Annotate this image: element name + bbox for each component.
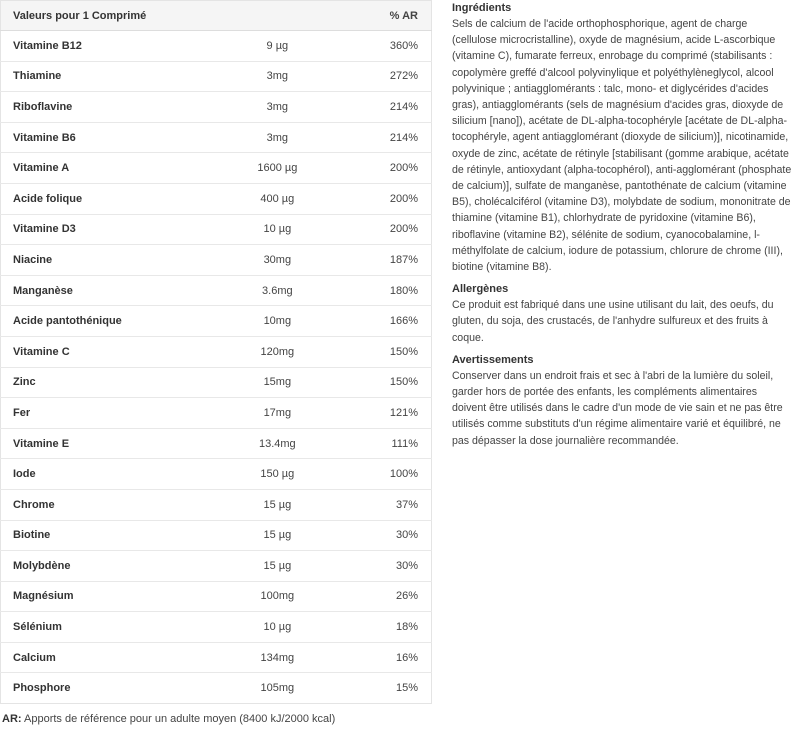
table-row xyxy=(1,398,432,429)
allergens-title: Allergènes xyxy=(452,283,509,296)
table-row xyxy=(1,642,432,673)
nutrient-quantity: 30mg xyxy=(220,245,336,276)
nutrient-quantity: 13.4mg xyxy=(220,428,336,459)
nutrient-quantity: 15 µg xyxy=(220,551,336,582)
nutrient-quantity: 105mg xyxy=(260,682,295,695)
nutrient-name: Vitamine E xyxy=(1,428,220,459)
table-row xyxy=(1,520,432,551)
nutrient-quantity: 120mg xyxy=(220,336,336,367)
table-row xyxy=(1,183,432,214)
table-row xyxy=(1,428,432,459)
nutrient-quantity: 9 µg xyxy=(220,31,336,62)
nutrient-name: Calcium xyxy=(1,642,220,673)
nutrient-percent: 30% xyxy=(335,520,431,551)
warnings-text: Conserver dans un endroit frais et sec à l'abri de la lumière du soleil, garder hors de portée des enfants, les compléments alimentaires doivent être utilisés dans le cadre d'un mode de vie sain et ne pas être utilisés comme substituts d'un régime alimentaire varié et équilibré, ne pas dépasser la dose journalière recommandée. xyxy=(452,369,783,447)
allergens-section xyxy=(452,281,792,346)
table-row xyxy=(1,367,432,398)
nutrient-percent: 166% xyxy=(335,306,431,337)
nutrient-quantity: 15mg xyxy=(220,367,336,398)
nutrient-name: Biotine xyxy=(1,520,220,551)
nutrient-name: Sélénium xyxy=(1,612,220,643)
nutrient-name: Manganèse xyxy=(1,275,220,306)
nutrient-percent: 15% xyxy=(395,682,418,695)
nutrient-percent: 200% xyxy=(335,153,431,184)
nutrient-name: Vitamine A xyxy=(1,153,220,184)
header-row xyxy=(1,1,432,31)
product-info xyxy=(452,0,792,449)
nutrient-quantity: 10 µg xyxy=(220,214,336,245)
nutrient-percent: 200% xyxy=(335,183,431,214)
nutrient-name: Acide pantothénique xyxy=(1,306,220,337)
nutrient-percent: 150% xyxy=(335,336,431,367)
nutrient-percent: 18% xyxy=(335,612,431,643)
nutrient-percent: 150% xyxy=(335,367,431,398)
footnote-text: Apports de référence pour un adulte moyen (8400 kJ/2000 kcal) xyxy=(24,713,336,725)
nutrient-quantity: 10 µg xyxy=(220,612,336,643)
table-row xyxy=(1,92,432,123)
nutrient-percent: 214% xyxy=(335,122,431,153)
nutrient-name: Riboflavine xyxy=(1,92,220,123)
table-row xyxy=(1,31,432,62)
nutrient-quantity: 134mg xyxy=(220,642,336,673)
nutrient-name: Acide folique xyxy=(1,183,220,214)
table-row xyxy=(1,245,432,276)
table-row xyxy=(1,336,432,367)
nutrient-name: Phosphore xyxy=(13,682,71,695)
nutrient-quantity: 3mg xyxy=(220,92,336,123)
nutrient-quantity: 3mg xyxy=(220,61,336,92)
footnote-label: AR: xyxy=(2,713,22,725)
nutrient-percent: 180% xyxy=(335,275,431,306)
nutrient-percent: 214% xyxy=(335,92,431,123)
nutrient-percent: 111% xyxy=(335,428,431,459)
nutrient-percent: 360% xyxy=(335,31,431,62)
nutrient-name: Vitamine D3 xyxy=(1,214,220,245)
nutrient-percent: 187% xyxy=(335,245,431,276)
ingredients-section xyxy=(452,0,792,275)
nutrient-quantity: 3.6mg xyxy=(220,275,336,306)
table-row xyxy=(1,551,432,582)
header-name: Valeurs pour 1 Comprimé xyxy=(1,1,220,31)
ingredients-title: Ingrédients xyxy=(452,2,512,14)
nutrient-name: Fer xyxy=(1,398,220,429)
nutrition-table-header xyxy=(1,1,432,31)
nutrient-percent: 200% xyxy=(335,214,431,245)
warnings-title: Avertissements xyxy=(452,353,534,366)
allergens-text: Ce produit est fabriqué dans une usine utilisant du lait, des oeufs, du gluten, du soja, des crustacés, de l'anhydre sulfureux et des fruits à coque. xyxy=(452,299,774,344)
nutrient-quantity: 100mg xyxy=(220,581,336,612)
table-row xyxy=(1,306,432,337)
nutrient-name: Magnésium xyxy=(1,581,220,612)
nutrient-name: Molybdène xyxy=(1,551,220,582)
reference-footnote xyxy=(2,713,335,725)
ingredients-text: Sels de calcium de l'acide orthophosphorique, agent de charge (cellulose microcristalline), oxyde de magnésium, acide L-ascorbique (vitamine C), fumarate ferreux, enrobage du comprimé (stabilisants : copolymère greffé d'alcool polyvinylique et polyéthylèneglycol, alcool polyvinique ; antiagglomérants : talc, mono- et diglycérides d'acides gras), antiagglomérants (sels de magnésium d'acides gras, dioxyde de silicium [nano]), acétate de DL-alpha-tocophéryle [acétate de DL-alpha-tocophéryle, agent antiagglomérant (dioxyde de silicium)], nicotinamide, oxyde de zinc, acétate de rétinyle [stabilisant (gomme arabique, acétate de rétinyle, antioxydant (alpha-tocophérol), anti-agglomérant (phosphate de calcium)], sulfate de manganèse, pantothénate de calcium (vitamine B5), cholécalciférol (vitamine D3), molybdate de sodium, mononitrate de thiamine (vitamine B1), chlorhydrate de pyridoxine (vitamine B6), riboflavine (vitamine B2), sélénite de sodium, cyanocobalamine, l-méthylfolate de calcium, iodure de potassium, chlorure de chrome (III), biotine (vitamine B8). xyxy=(452,18,792,274)
nutrient-quantity: 15 µg xyxy=(220,489,336,520)
nutrient-name: Vitamine C xyxy=(1,336,220,367)
nutrient-quantity: 150 µg xyxy=(220,459,336,490)
table-row xyxy=(1,459,432,490)
nutrient-quantity: 10mg xyxy=(220,306,336,337)
header-quantity xyxy=(220,1,336,31)
nutrient-quantity: 400 µg xyxy=(220,183,336,214)
nutrient-name: Iode xyxy=(1,459,220,490)
warnings-section xyxy=(452,352,792,449)
nutrient-name: Chrome xyxy=(1,489,220,520)
nutrient-name: Zinc xyxy=(1,367,220,398)
nutrient-quantity: 1600 µg xyxy=(220,153,336,184)
table-row xyxy=(1,673,432,704)
table-row xyxy=(1,122,432,153)
nutrient-quantity: 3mg xyxy=(220,122,336,153)
table-row xyxy=(1,275,432,306)
nutrient-quantity: 15 µg xyxy=(220,520,336,551)
table-row xyxy=(1,61,432,92)
nutrient-quantity: 17mg xyxy=(220,398,336,429)
table-row xyxy=(1,153,432,184)
nutrition-table-body xyxy=(1,31,432,704)
nutrient-name: Niacine xyxy=(1,245,220,276)
table-row xyxy=(1,581,432,612)
header-percent: % AR xyxy=(335,1,431,31)
table-row xyxy=(1,214,432,245)
nutrient-name: Vitamine B12 xyxy=(1,31,220,62)
nutrient-percent: 272% xyxy=(335,61,431,92)
table-row xyxy=(1,612,432,643)
nutrient-percent: 16% xyxy=(335,642,431,673)
nutrient-name: Thiamine xyxy=(1,61,220,92)
nutrient-percent: 30% xyxy=(335,551,431,582)
table-row xyxy=(1,489,432,520)
nutrient-percent: 100% xyxy=(335,459,431,490)
nutrient-percent: 26% xyxy=(335,581,431,612)
nutrient-percent: 121% xyxy=(335,398,431,429)
nutrient-percent: 37% xyxy=(335,489,431,520)
nutrient-name: Vitamine B6 xyxy=(1,122,220,153)
